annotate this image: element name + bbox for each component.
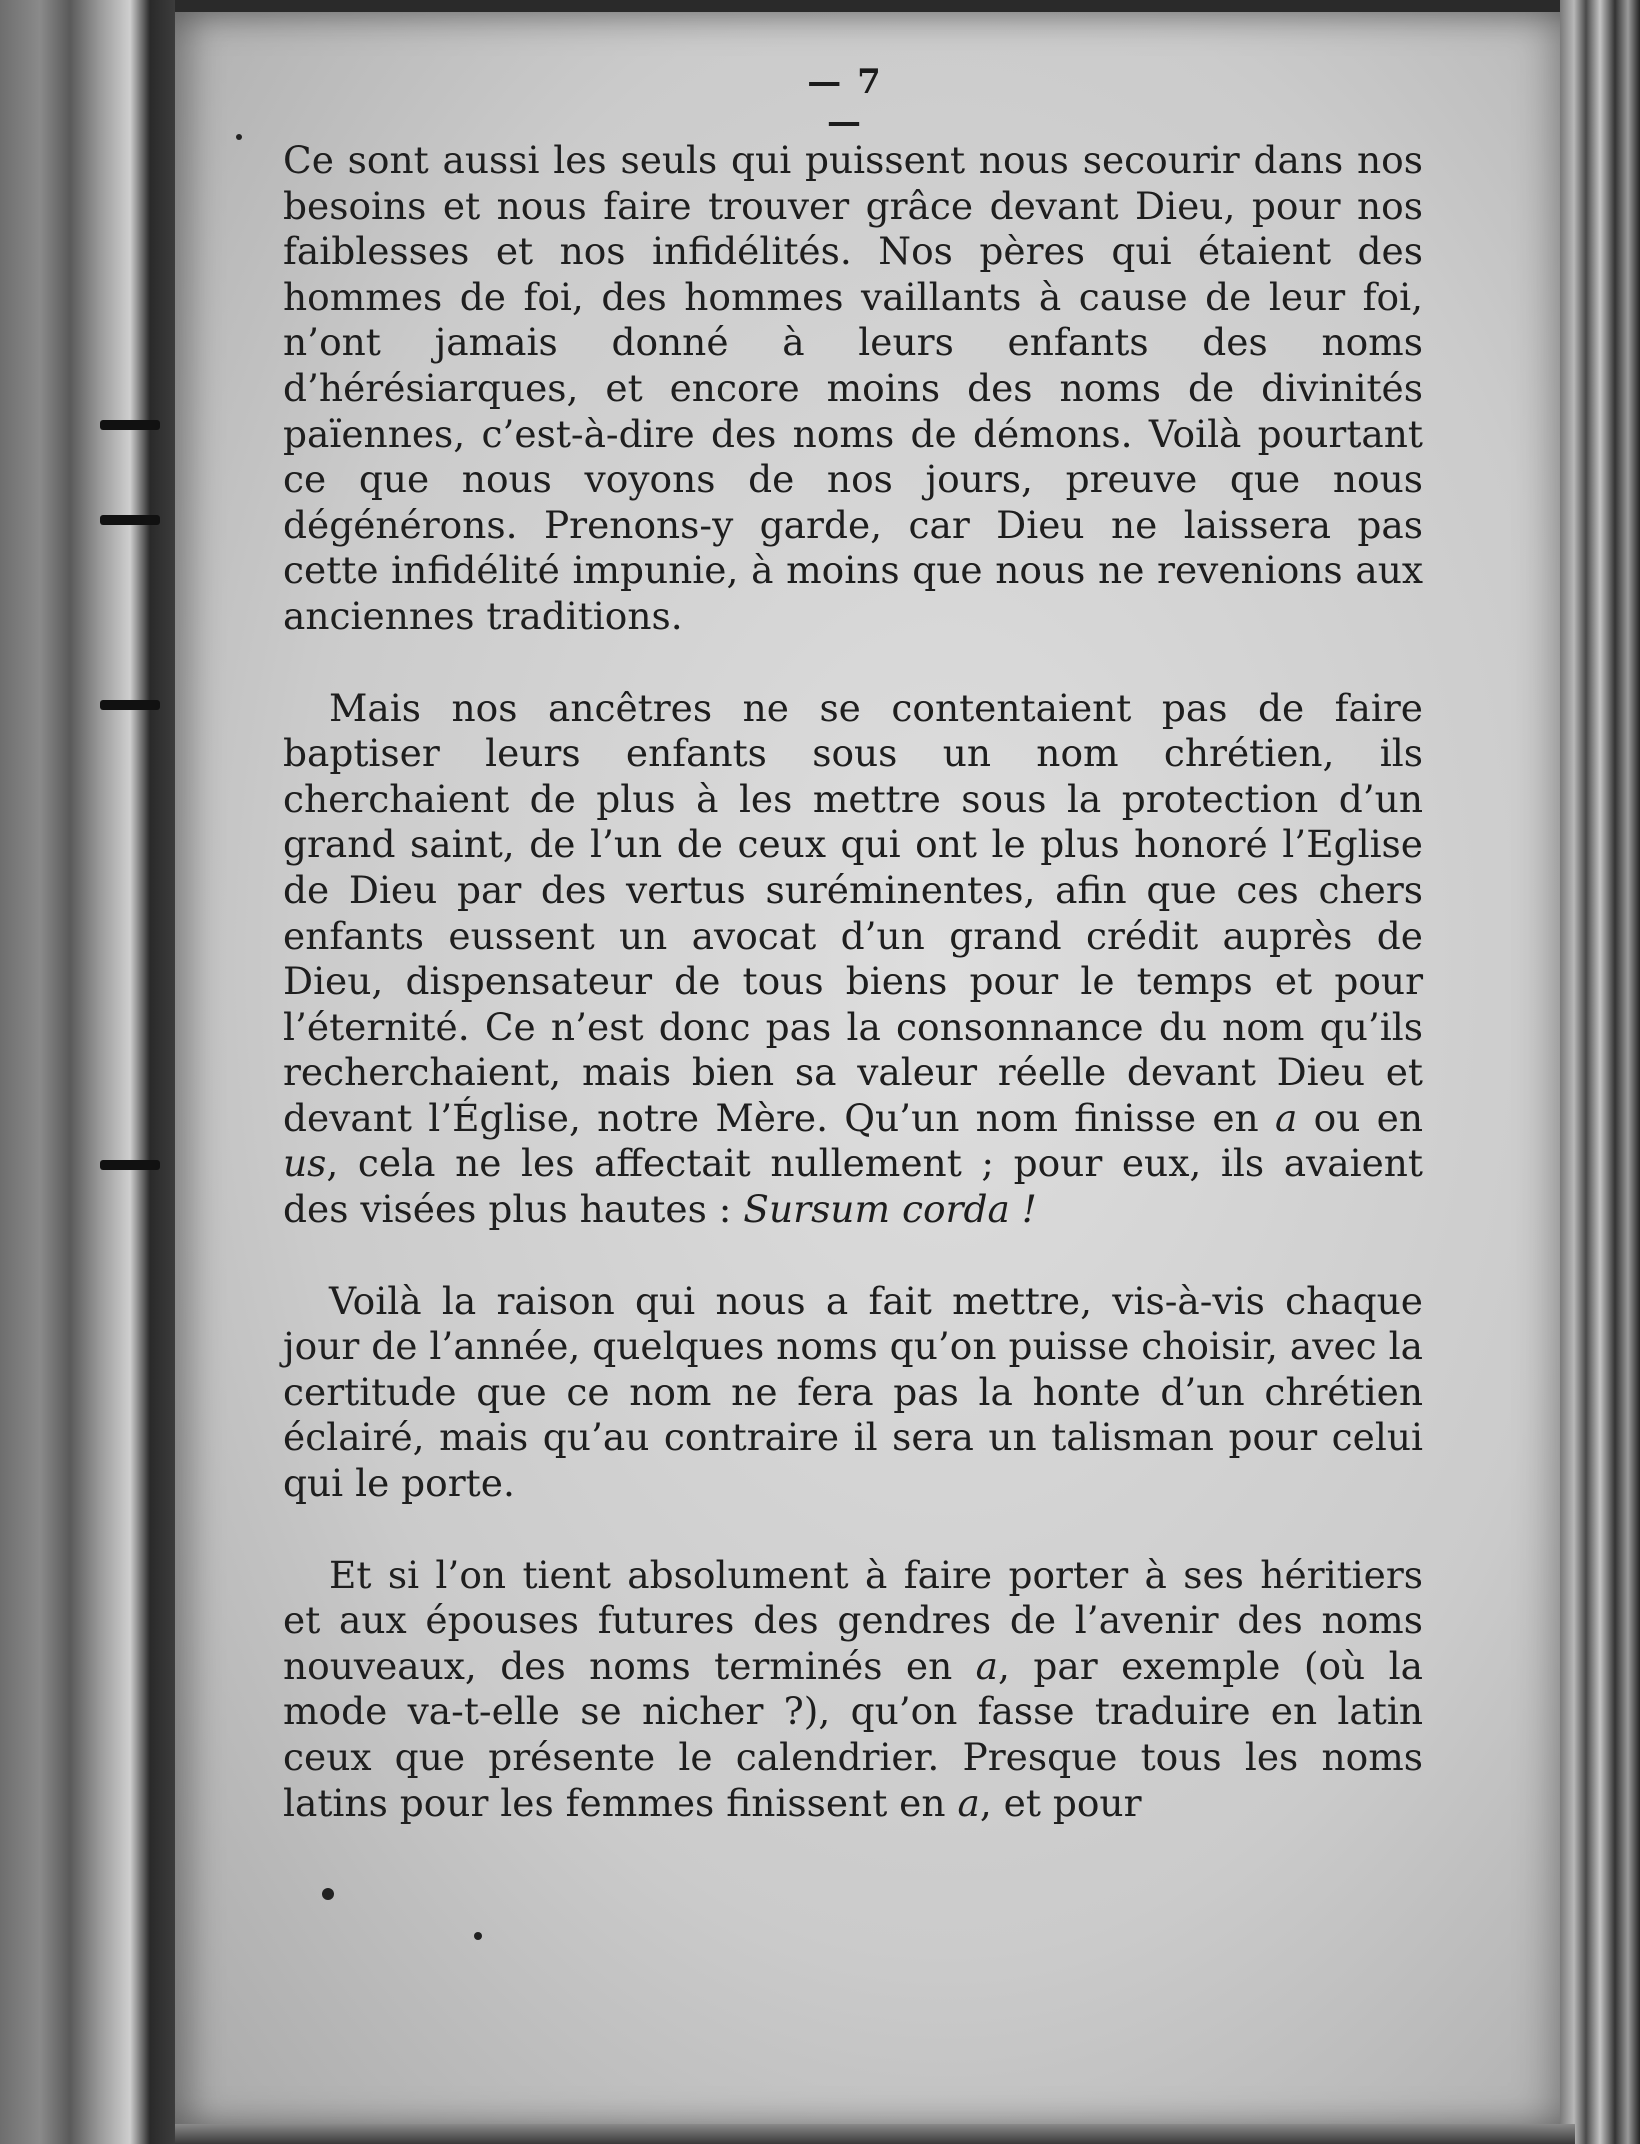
paragraph <box>283 686 1423 1233</box>
text-run: , par exemple (où la mode va-t-elle se nicher ?), qu’on fasse traduire en latin ceux que présente le calendrier. Presque tous les noms latins pour les femmes finissent en <box>283 1643 1423 1825</box>
text-run: , et pour <box>979 1780 1142 1825</box>
italic-text: a <box>975 1643 999 1688</box>
paragraph <box>283 1279 1423 1507</box>
italic-text: a <box>957 1780 980 1825</box>
text-run: Voilà la raison qui nous a fait mettre, vis-à-vis chaque jour de l’année, quelques noms qu’on puisse choisir, avec la certitude que ce nom ne fera pas la honte d’un chrétien éclairé, mais qu’au contraire il sera un talisman pour celui qui le porte. <box>283 1278 1423 1506</box>
page-stack-edge <box>1560 0 1640 2144</box>
text-run: Et si l’on tient absolument à faire porter à ses héritiers et aux épouses futures des gendres de l’avenir des noms nouveaux, des noms terminés en <box>283 1552 1423 1688</box>
text-run: Ce sont aussi les seuls qui puissent nous secourir dans nos besoins et nous faire trouver grâce devant Dieu, pour nos faiblesses et nos infidélités. Nos pères qui étaient des hommes de foi, des hommes vaillants à cause de leur foi, n’ont jamais donné à leurs enfants des noms d’hérésiarques, et encore moins des noms de divinités païennes, c’est-à-dire des noms de démons. Voilà pourtant ce que nous voyons de nos jours, preuve que nous dégénérons. Prenons-y garde, car Dieu ne laissera pas cette infidélité impunie, à moins que nous ne revenions aux anciennes traditions. <box>283 138 1423 638</box>
text-run: , cela ne les affectait nullement ; pour eux, ils avaient des visées plus hautes : <box>283 1141 1423 1232</box>
italic-text: a <box>1275 1095 1298 1140</box>
ink-speck <box>236 134 242 140</box>
italic-text: us <box>283 1141 327 1186</box>
text-run: ou en <box>1297 1095 1423 1140</box>
paragraph <box>283 138 1423 640</box>
page-number: — 7 — <box>807 62 883 142</box>
text-run: Mais nos ancêtres ne se contentaient pas de faire baptiser leurs enfants sous un nom chrétien, ils cherchaient de plus à les mettre sous la protection d’un grand saint, de l’un de ceux qui ont le plus honoré l’Eglise de Dieu par des vertus suréminentes, afin que ces chers enfants eussent un avocat d’un grand crédit auprès de Dieu, dispensateur de tous biens pour le temps et pour l’éternité. Ce n’est donc pas la consonnance du nom qu’ils recherchaient, mais bien sa valeur réelle devant Dieu et devant l’Église, notre Mère. Qu’un nom finisse en <box>283 685 1423 1140</box>
binding-stitch <box>100 515 160 525</box>
binding-stitch <box>100 1160 160 1170</box>
paragraph <box>283 1553 1423 1827</box>
italic-text: Sursum corda ! <box>743 1187 1037 1232</box>
book-binding <box>0 0 190 2144</box>
binding-stitch <box>100 700 160 710</box>
ink-speck <box>474 1932 482 1940</box>
binding-stitch <box>100 420 160 430</box>
page-bottom-edge <box>175 2124 1575 2144</box>
ink-speck <box>322 1888 334 1900</box>
body-text <box>283 138 1423 1826</box>
